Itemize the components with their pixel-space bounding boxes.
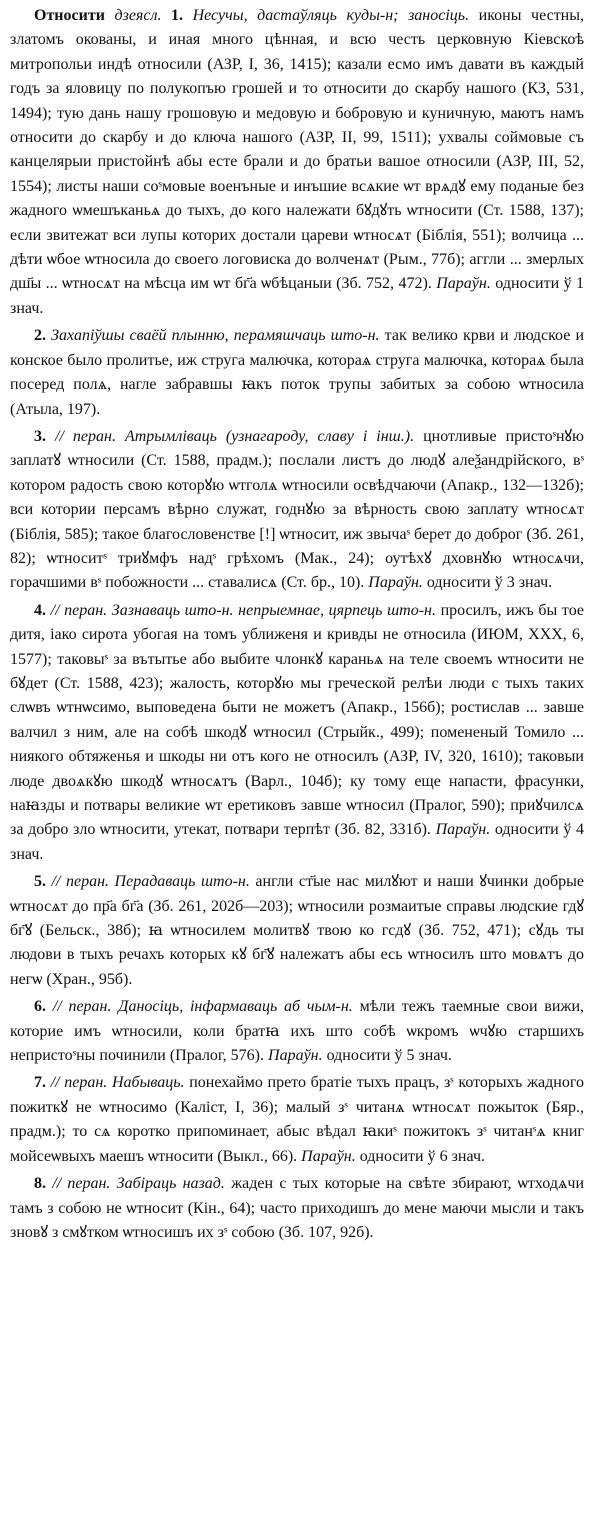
sense-number: 8. bbox=[34, 1175, 46, 1193]
dictionary-entry bbox=[10, 4, 584, 1245]
sense-gloss: Захапіўшы сваёй плынню, перамяшчаць што-н. bbox=[51, 327, 380, 345]
sense-number: 7. bbox=[34, 1074, 46, 1092]
sense-gloss: // перан. Набываць. bbox=[50, 1074, 185, 1092]
sense-number: 5. bbox=[34, 873, 46, 891]
sense-number: 4. bbox=[34, 601, 46, 619]
sense-citations: мѣли тежъ таемные свои вижи, которие имъ ѡтносили, коли братꙗ ихъ што собѣ ѡкромъ ѡчꙋю старшихъ непристоˢны починили (Пралог, 576). bbox=[10, 998, 585, 1065]
sense-8 bbox=[10, 1172, 584, 1245]
crossref-target: односити ў 3 знач. bbox=[426, 574, 553, 592]
sense-gloss: Несучы, дастаўляць куды-н; заносіць. bbox=[192, 7, 470, 24]
sense-3 bbox=[10, 425, 584, 596]
sense-citations: просилъ, ижъ бы тое дитя, іако сирота убогая на томъ уближеня и кривды не относила (ИЮМ, XXX, 6, 1577); таковыˢ за вътытье або выбите члонкꙋ караньѧ на теле своемъ ѡтносити не бꙋдет (Ст. 1588, 423); жалость, которꙋю мы греческой релѣи люди с тыхъ таких слѡвъ ѡтнѡсимо, выповедена быти не можетъ (Апакр., 156б); ростислав ... завше валчил з ним, але на собѣ шкодꙋ ѡтносил (Стрыйк., 499); помененый Томило ... ниякого обтяженья и шкоды ни отъ кого не относилъ (АЗР, IV, 320, 1610); таковыи люде двоѧкꙋю шкодꙋ ѡтносѧтъ (Варл., 104б); ку тому еще напасти, фрасунки, наꙗзды и потвары великие ѡт еретиковъ завше ѡтносил (Пралог, 590); приꙋчилсѧ за добро зло ѡтносити, утекат, потвари терпѣт (Зб. 82, 331б). bbox=[10, 601, 584, 839]
sense-citations: так велико крви и людское и конское было пролитье, иж струга малючка, котораѧ струга малючка, котораѧ была посеред полѧ, нагле забравшы ꙗкъ поток трупы забитых за собою ѡтносила (Атыла, 197). bbox=[10, 327, 585, 418]
sense-4 bbox=[10, 599, 584, 867]
sense-number: 3. bbox=[34, 427, 46, 445]
crossref-label: Параўн. bbox=[301, 1147, 356, 1165]
headword: Относити bbox=[34, 7, 105, 24]
sense-6 bbox=[10, 995, 584, 1068]
sense-2 bbox=[10, 324, 584, 422]
crossref-label: Параўн. bbox=[436, 275, 491, 293]
sense-7 bbox=[10, 1071, 584, 1169]
sense-citations: англи ст҃ые нас милꙋют и наши ꙋчинки добрые ѡтносѧт до пр҃а бг҃а (Зб. 261, 202б—203); ѡтносили розмаитые справы людские гдꙋ бг҃ꙋ (Бельск., 38б); ꙗ ѡтносилем молитвꙋ твою ко гсдꙋ (Зб. 752, 471); сꙋдь ты людови в тыхъ речахъ которых кꙋ бг҃ꙋ належатъ абы есь ѡтносилъ што мовѧтъ до негѡ (Хран., 95б). bbox=[10, 873, 585, 988]
crossref-label: Параўн. bbox=[268, 1047, 323, 1065]
crossref-target: односити ў 6 знач. bbox=[359, 1147, 485, 1165]
sense-citations: понехаймо прето братіе тыхъ працъ, зˢ которыхъ жадного пожиткꙋ не ѡтносимо (Каліст, I, 36); малый зˢ читанѧ ѡтносѧт пожыток (Бяр., прадм.); то сѧ коротко припоминает, абыс вѣдал ꙗкиˢ пожитокъ зˢ читанˢѧ книг мойсеѡвыхъ маешъ ѡтносити (Выкл., 66). bbox=[10, 1074, 585, 1165]
crossref-target: односити ў 1 знач. bbox=[10, 275, 585, 317]
crossref-target: односити ў 4 знач. bbox=[10, 821, 585, 863]
sense-number: 1. bbox=[171, 7, 183, 24]
sense-citations: жаден с тых которые на свѣте збирают, ѡтходѧчи тамъ з собою не ѡтносит (Кін., 64); часто приходишъ до мене маючи мысли и такъ зновꙋ з смꙋтком ѡтносишъ их зˢ собою (Зб. 107, 92б). bbox=[10, 1175, 585, 1241]
sense-gloss: // перан. Перадаваць што-н. bbox=[51, 873, 250, 891]
crossref-label: Параўн. bbox=[368, 574, 423, 592]
crossref-target: односити ў 5 знач. bbox=[326, 1047, 452, 1065]
sense-citations: иконы честны, златомъ окованы, и иная много цѣнная, и всю честь церковную Кіевскоѣ митропольи индѣ относили (АЗР, I, 36, 1415); казали есмо имъ давати въ каждый годъ за яловицу по полукопъю грошей и то относити до скарбу нашого (КЗ, 531, 1494); тую дань нашу грошовую и медовую и бобровую и куничную, маютъ намъ относити до скарбу и до ключа нашого (АЗР, II, 99, 1511); ухвалы соймовые съ канцелярыи пристойнѣ абы есте брали и до братьи вашое относили (АЗР, III, 52, 1554); листы наши соˢмовые военъные и инъшие всѧкие ѡт врѧдꙋ ему поданые без жадного ѡмешъканьѧ до тыхъ, до кого належати бꙋдꙋть ѡтносити (Ст. 1588, 137); если звитежат вси лупы которих достали цареви ѡтносѧт (Біблія, 551); волчица ... дѣти ѡбое ѡтносила до своего логовиска до волченѧт (Рым., 77б); аггли ... змерлых дш҃ы ... ѡтносѧт на мѣсца им ѡт бг҃а ѡбѣцаныи (Зб. 752, 472). bbox=[10, 7, 584, 293]
part-of-speech: дзеясл. bbox=[114, 7, 162, 24]
sense-gloss: // перан. Атрымліваць (узнагароду, славу і інш.). bbox=[55, 427, 415, 445]
sense-number: 2. bbox=[34, 327, 46, 345]
sense-gloss: // перан. Даносіць, інфармаваць аб чым-н. bbox=[52, 998, 353, 1016]
crossref-label: Параўн. bbox=[435, 821, 491, 839]
sense-gloss: // перан. Зазнаваць што-н. непрыемнае, цярпець што-н. bbox=[50, 601, 436, 619]
sense-5 bbox=[10, 870, 584, 992]
sense-gloss: // перан. Забіраць назад. bbox=[52, 1175, 225, 1193]
sense-number: 6. bbox=[34, 998, 46, 1016]
sense-citations: цнотливые пристоˢнꙋю заплатꙋ ѡтносили (Ст. 1588, прадм.); послали листъ до людꙋ алеѯандрійского, вˢ котором радость свою которꙋю ѡтголѧ ѡтносили освѣдчаючи (Апакр., 132—132б); вси котории персамъ вѣрно служат, годнꙋю за вѣрность свою заплату ѡтносѧт (Біблія, 585); такое благословенстве [!] ѡтносит, иж звычаˢ берет до доброг (Зб. 261, 82); ѡтноситˢ триꙋмфъ надˢ грѣхомъ (Мак., 24); оутѣхꙋ дховнꙋю ѡтносѧчи, горачшими вˢ побожности ... ставалисѧ (Ст. бр., 10). bbox=[10, 427, 585, 592]
sense-1 bbox=[10, 4, 584, 321]
